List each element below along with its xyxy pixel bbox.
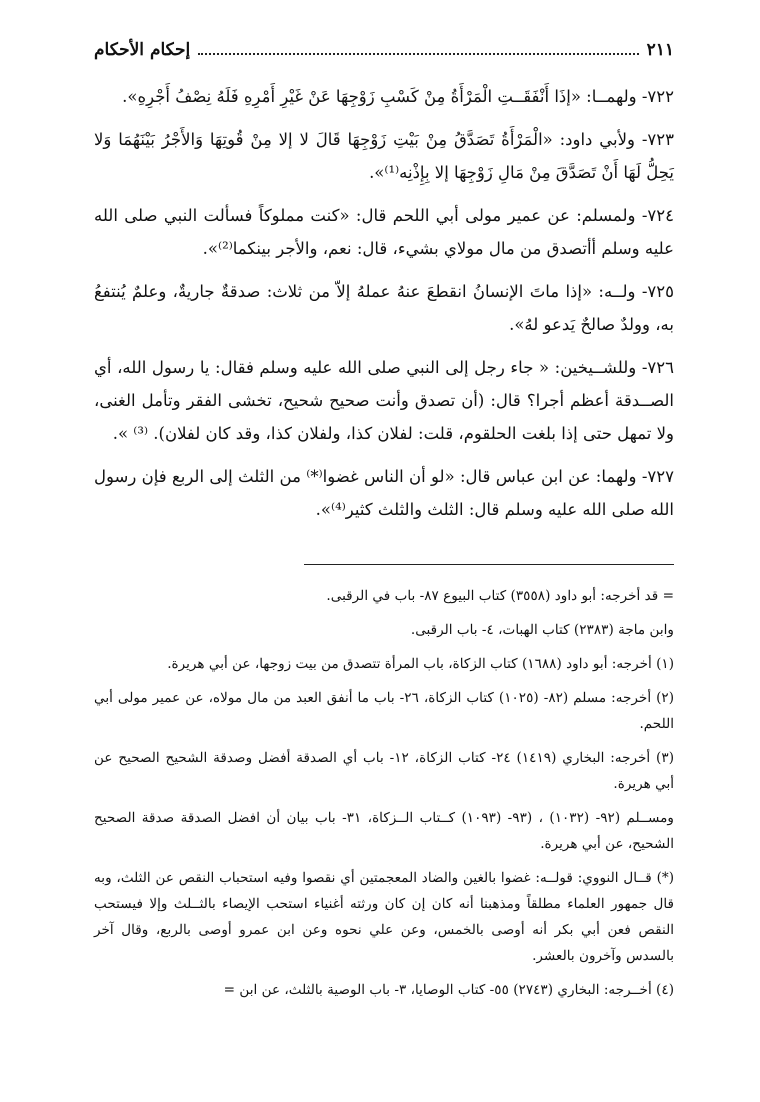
footnote-3b: ومســلم (٩٢- (١٠٣٢) ، (٩٣- (١٠٩٣) كــتاب الــزكاة، ٣١- باب بيان أن افضل الصدقة صدقة الصحيح الشحيح، عن أبي هريرة. <box>94 810 674 852</box>
page-number: ٢١١ <box>646 40 674 60</box>
footnote-star: (*) قــال النووي: قولــه: غضوا بالغين والضاد المعجمتين أي نقصوا وفيه استحباب النقص عن الثلث، وبه قال جمهور العلماء مطلقاً ومذهبنا أنه كان إن كان ورثته أغنياء استحب الإيصاء بالثــلث وإلا فيستحب النقص فعن أبي بكر أنه أوصى بالخمس، وعن علي نحوه وعن ابن عمرو أوصى بالربع، وقال آخر بالسدس وآخرون بالعشر. <box>94 870 674 964</box>
hadith-725: ٧٢٥- ولــه: «إذا ماتَ الإنسانُ انقطعَ عنهُ عملهُ إلاّ من ثلاث: صدقةٌ جاريةٌ، وعلمٌ يُنتفعُ به، وولدٌ صالحٌ يَدعو لهُ». <box>94 282 674 334</box>
book-title: إحكام الأحكام <box>94 40 191 60</box>
footnote-3: (٣) أخرجه: البخاري (١٤١٩) ٢٤- كتاب الزكاة، ١٢- باب أي الصدقة أفضل وصدقة الشحيح الصحيح عن أبي هريرة. <box>94 750 674 792</box>
hadith-726: ٧٢٦- وللشــيخين: « جاء رجل إلى النبي صلى الله عليه وسلم فقال: يا رسول الله، أي الصــدقة أعظم أجرا؟ قال: (أن تصدق وأنت صحيح شحيح، تخشى الفقر وتأمل الغنى، ولا تمهل حتى إذا بلغت الحلقوم، قلت: لفلان كذا، ولفلان كذا، وقد كان لفلان). ⁽³⁾ ». <box>94 358 674 443</box>
footnote-2: (٢) أخرجه: مسلم (٨٢- (١٠٢٥) كتاب الزكاة، ٢٦- باب ما أنفق العبد من مال مولاه، عن عمير مولى أبي اللحم. <box>94 690 675 732</box>
footnote-4: (٤) أخــرجه: البخاري (٢٧٤٣) ٥٥- كتاب الوصايا، ٣- باب الوصية بالثلث، عن ابن = <box>223 982 674 998</box>
hadith-list <box>94 80 674 526</box>
hadith-722: ٧٢٢- ولهمــا: «إذَا أَنْفَقَــتِ الْمَرْأَةُ مِنْ كَسْبِ زَوْجِهَا عَنْ غَيْرِ أَمْرِهِ فَلَهُ نِصْفُ أَجْرِهِ». <box>122 87 674 106</box>
footnote-continued: = قد أخرجه: أبو داود (٣٥٥٨) كتاب البيوع ٨٧- باب في الرقبى. <box>326 588 674 604</box>
hadith-727: ٧٢٧- ولهما: عن ابن عباس قال: «لو أن الناس غضوا⁽*⁾ من الثلث إلى الربع فإن رسول الله صلى الله عليه وسلم قال: الثلث والثلث كثير⁽⁴⁾». <box>94 467 674 519</box>
hadith-723: ٧٢٣- ولأبي داود: «الْمَرْأَةُ تَصَدَّقُ مِنْ بَيْتِ زَوْجِهَا قَالَ لا إلا مِنْ قُوتِهَا وَالأَجْرُ بَيْنَهُمَا وَلا يَحِلُّ لَهَا أَنْ تَصَدَّقَ مِنْ مَالِ زَوْجِهَا إلا بِإِذْنِه⁽¹⁾». <box>94 130 674 182</box>
footnote-separator <box>304 564 674 565</box>
running-header <box>94 40 674 66</box>
footnote-1: (١) أخرجه: أبو داود (١٦٨٨) كتاب الزكاة، باب المرأة تتصدق من بيت زوجها، عن أبي هريرة. <box>167 656 674 672</box>
hadith-724: ٧٢٤- ولمسلم: عن عمير مولى أبي اللحم قال: «كنت مملوكاً فسألت النبي صلى الله عليه وسلم أأتصدق من مال مولاي بشيء، قال: نعم، والأجر بينكما⁽²⁾». <box>94 206 674 258</box>
footnotes <box>94 583 674 1003</box>
header-dot-leader <box>198 52 638 55</box>
footnote-continued-2: وابن ماجة (٢٣٨٣) كتاب الهبات، ٤- باب الرقبى. <box>410 622 674 638</box>
